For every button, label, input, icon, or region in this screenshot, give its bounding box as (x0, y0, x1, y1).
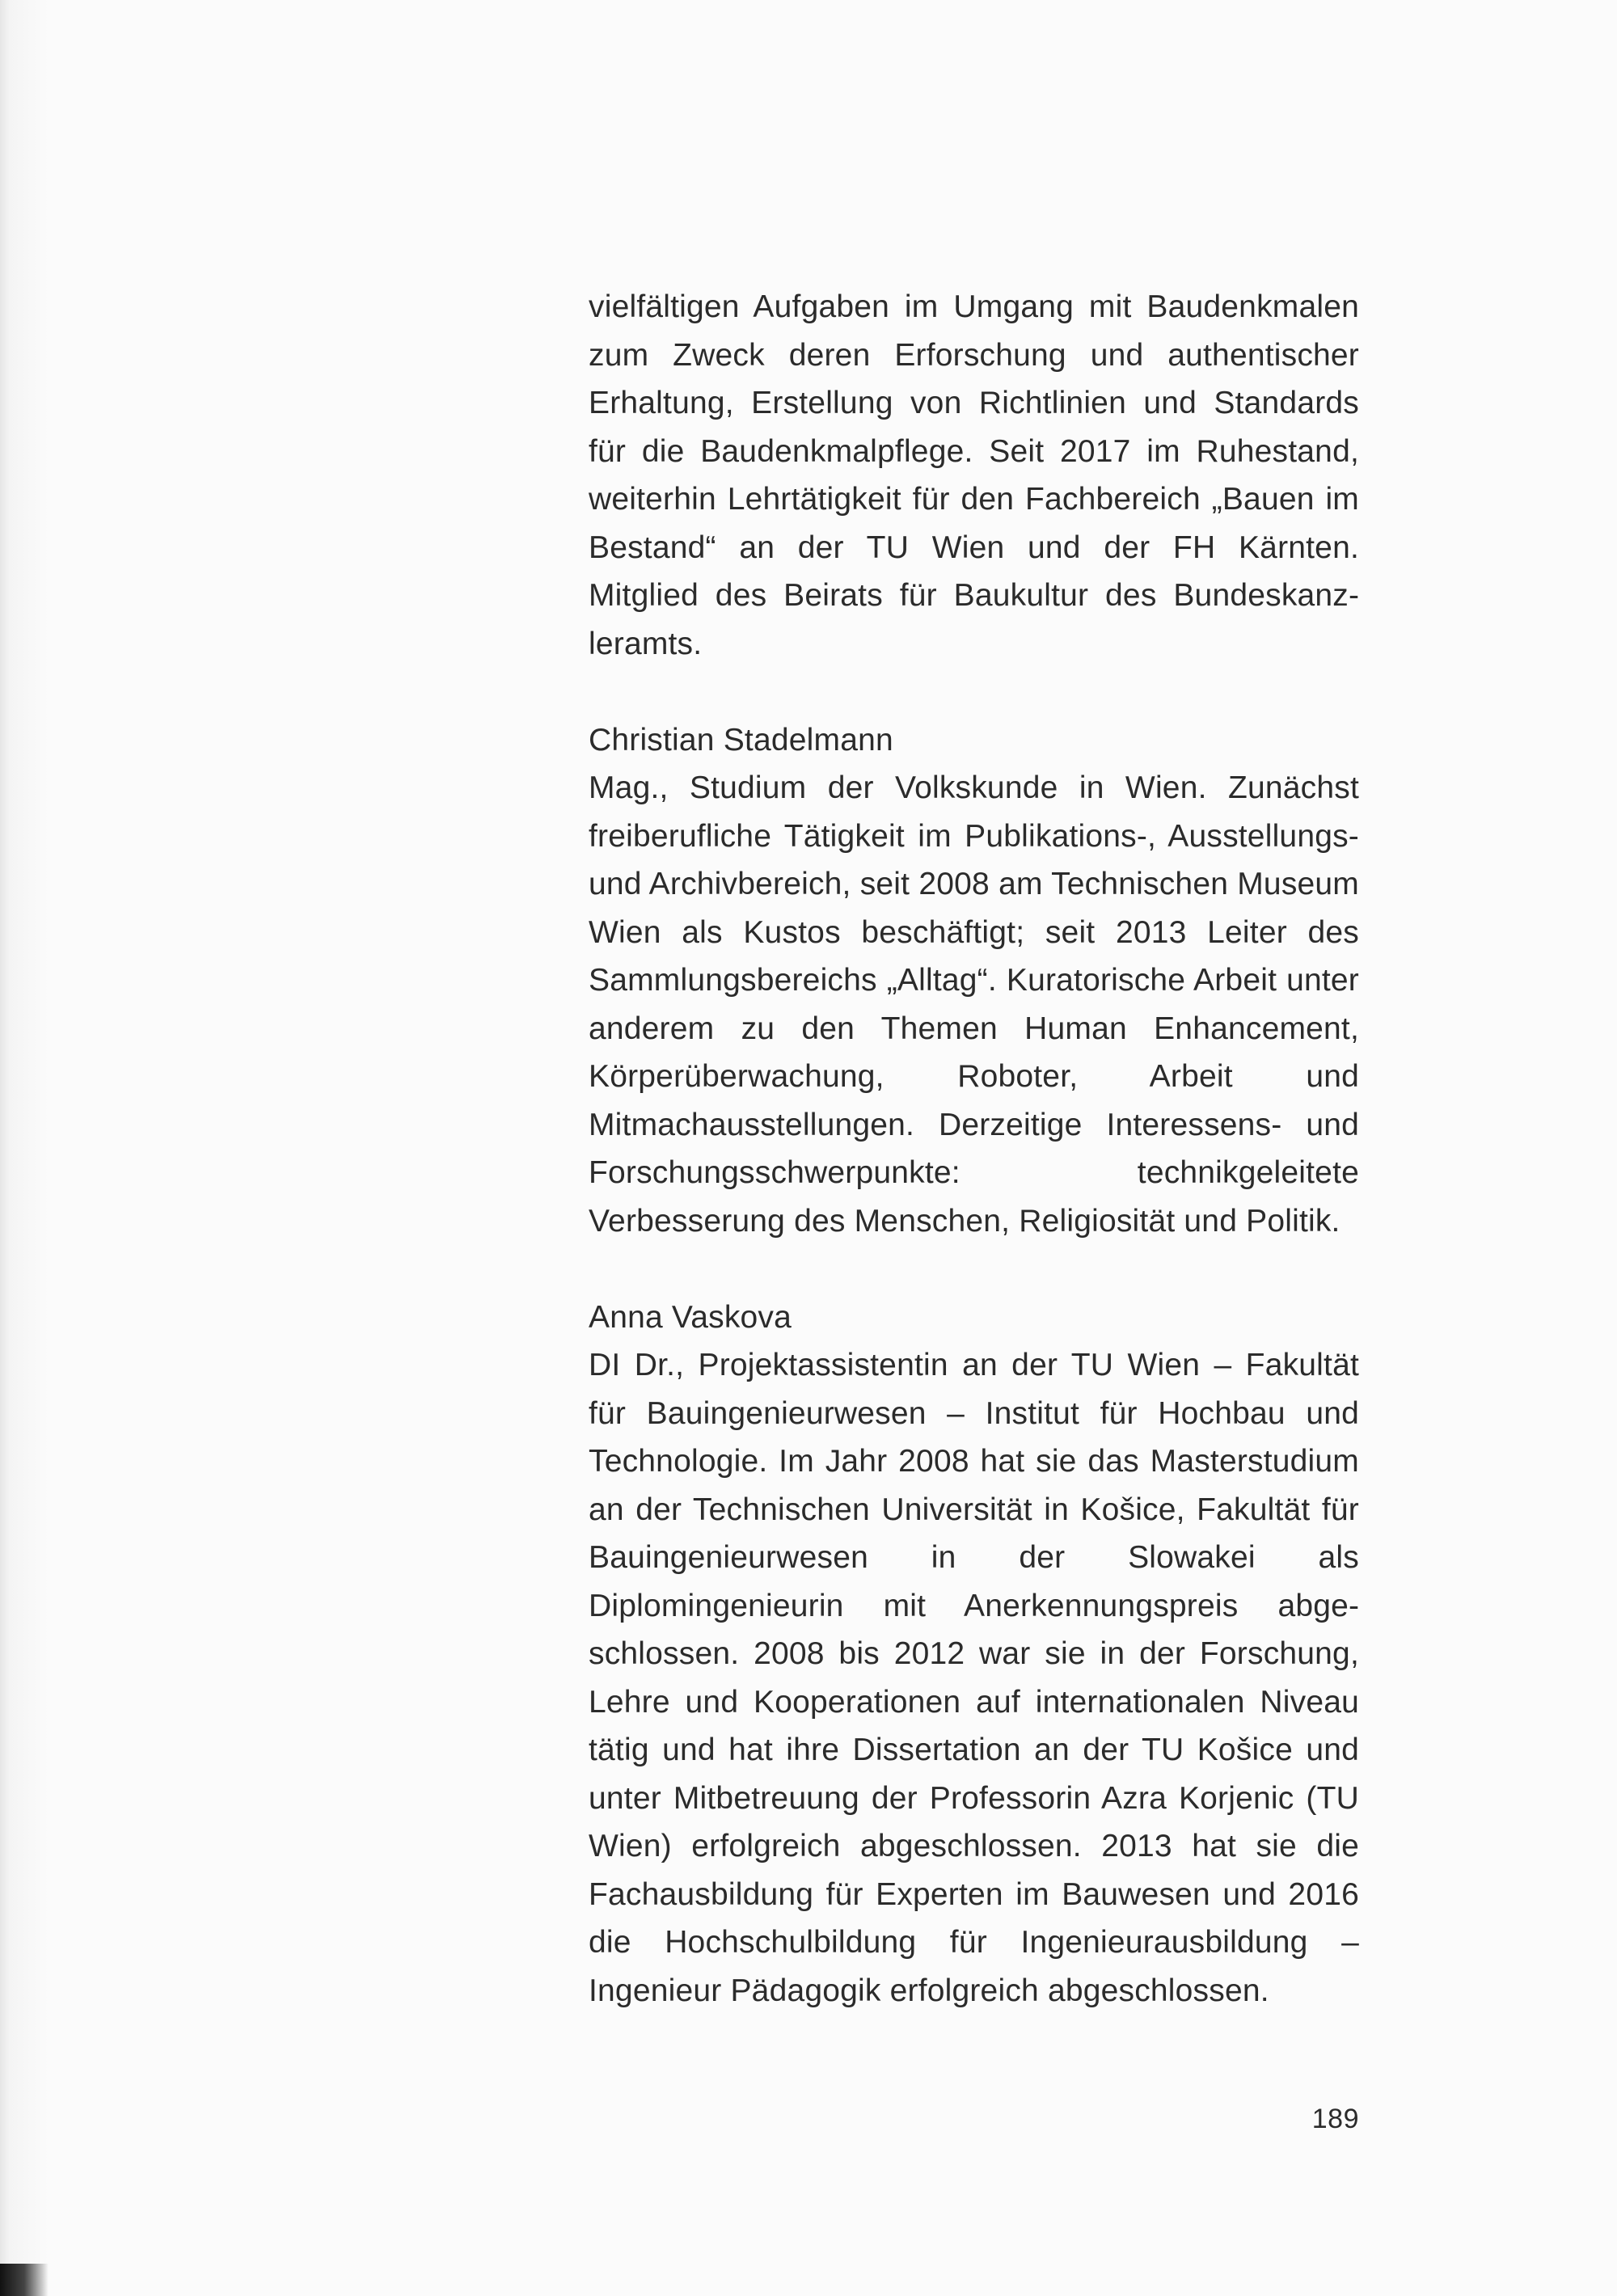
bio-name-vaskova: Anna Vaskova (589, 1299, 792, 1335)
page-corner-shadow (0, 2264, 49, 2296)
page-number: 189 (1311, 2104, 1359, 2134)
bio-name-stadelmann: Christian Stadelmann (589, 722, 893, 758)
paragraph-gap (589, 668, 1359, 716)
paragraph-gap (589, 1245, 1359, 1294)
continued-biography: vielfältigen Aufgaben im Umgang mit Baudenkmalen zum Zweck deren Erforschung und authentischer Erhaltung, Erstellung von Richtlinien und Standards für die Baudenkmalpflege. Seit 2017 im Ruhestand, weiterhin Lehrtätigkeit für den Fachbereich „Bauen im Bestand“ an der TU Wien und der FH Kärnten. Mitglied des Beirats für Baukultur des Bundeskanzleramts. (589, 289, 1359, 661)
bio-text-stadelmann: Mag., Studium der Volkskunde in Wien. Zunächst freiberufliche Tätigkeit im Publikations-, Ausstellungs- und Archivbereich, seit 2008 am Technischen Museum Wien als Kustos beschäftigt; seit 2013 Leiter des Sammlungsbereichs „Alltag“. Kuratorische Arbeit unter anderem zu den Themen Human Enhancement, Körperüberwachung, Roboter, Arbeit und Mitmachausstellungen. Derzeitige Interessens- und Forschungsschwerpunkte: technikgeleitete Verbesserung des Menschen, Religiosität und Politik. (589, 770, 1359, 1239)
bio-text-vaskova: DI Dr., Projektassistentin an der TU Wien – Fakultät für Bauingenieurwesen – Institut für Hochbau und Technologie. Im Jahr 2008 hat sie das Masterstudium an der Technischen Universität in Košice, Fakultät für Bauingenieurwesen in der Slowakei als Diplomingenieurin mit Anerkennungspreis abgeschlossen. 2008 bis 2012 war sie in der Forschung, Lehre und Kooperationen auf internationalen Niveau tätig und hat ihre Dissertation an der TU Košice und unter Mitbetreuung der Professorin Azra Korjenic (TU Wien) erfolgreich abgeschlossen. 2013 hat sie die Fachausbildung für Experten im Bauwesen und 2016 die Hochschulbildung für Ingenieurausbildung – Ingenieur Pädagogik erfolgreich abgeschlossen. (589, 1348, 1359, 2008)
page-binding-shadow (0, 0, 49, 2296)
text-column (589, 283, 1359, 2015)
